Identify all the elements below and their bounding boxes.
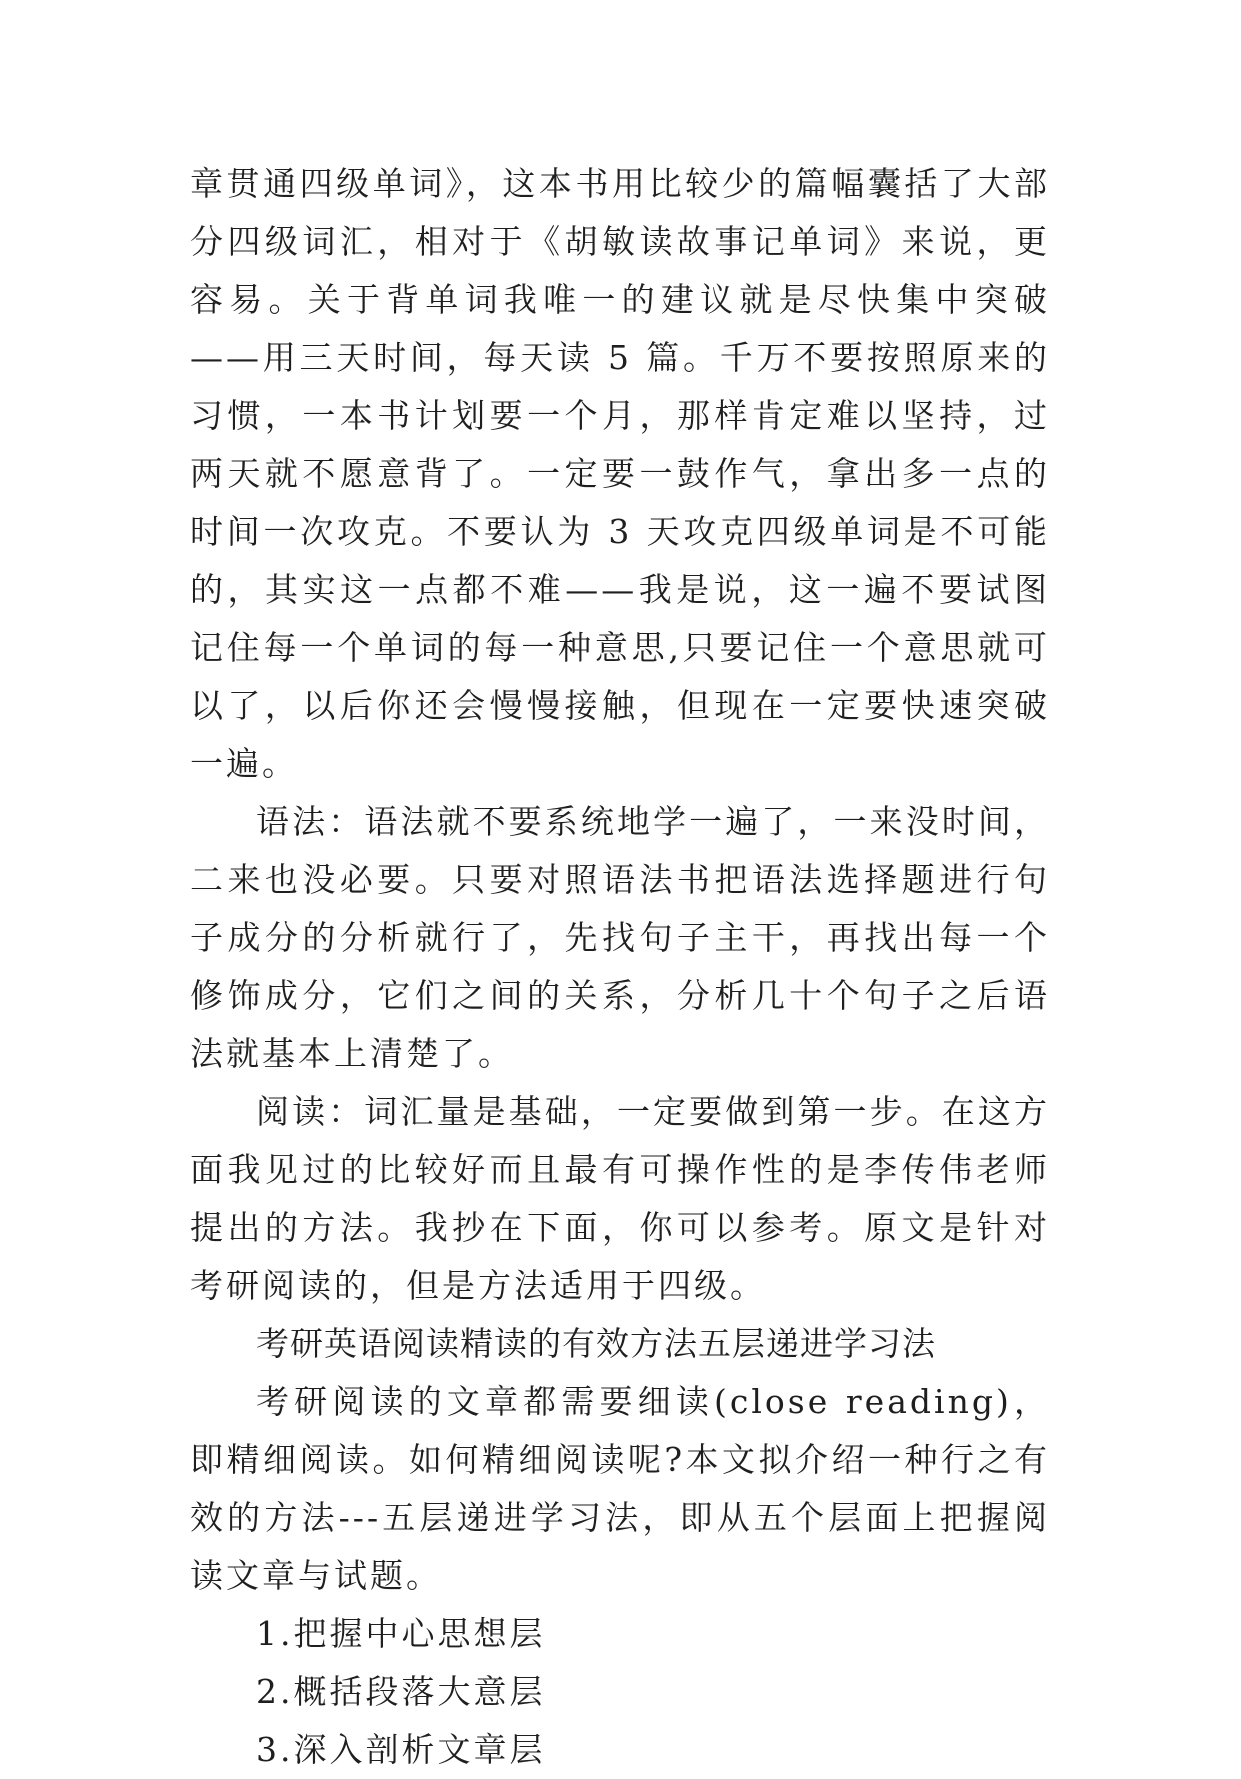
document-body: [190, 155, 1050, 1779]
paragraph-close-reading: 考研阅读的文章都需要细读(close reading)，即精细阅读。如何精细阅读呢?本文拟介绍一种行之有效的方法---五层递进学习法，即从五个层面上把握阅读文章与试题。: [190, 1382, 1050, 1595]
paragraph-grammar: 语法：语法就不要系统地学一遍了，一来没时间，二来也没必要。只要对照语法书把语法选择题进行句子成分的分析就行了，先找句子主干，再找出每一个修饰成分，它们之间的关系，分析几十个句子之后语法就基本上清楚了。: [190, 802, 1050, 1073]
paragraph-vocabulary: 章贯通四级单词》，这本书用比较少的篇幅囊括了大部分四级词汇，相对于《胡敏读故事记单词》来说，更容易。关于背单词我唯一的建议就是尽快集中突破——用三天时间，每天读 5 篇。千万不要按照原来的习惯，一本书计划要一个月，那样肯定难以坚持，过两天就不愿意背了。一定要一鼓作气，拿出多一点的时间一次攻克。不要认为 3 天攻克四级单词是不可能的，其实这一点都不难——我是说，这一遍不要试图记住每一个单词的每一种意思,只要记住一个意思就可以了，以后你还会慢慢接触，但现在一定要快速突破一遍。: [190, 164, 1050, 783]
paragraph-reading: 阅读：词汇量是基础，一定要做到第一步。在这方面我见过的比较好而且最有可操作性的是李传伟老师提出的方法。我抄在下面，你可以参考。原文是针对考研阅读的，但是方法适用于四级。: [190, 1092, 1050, 1305]
list-item: 1.把握中心思想层: [256, 1614, 546, 1653]
list-item: 3.深入剖析文章层: [256, 1730, 546, 1769]
list-item: 2.概括段落大意层: [256, 1672, 546, 1711]
section-heading: 考研英语阅读精读的有效方法五层递进学习法: [256, 1324, 936, 1363]
